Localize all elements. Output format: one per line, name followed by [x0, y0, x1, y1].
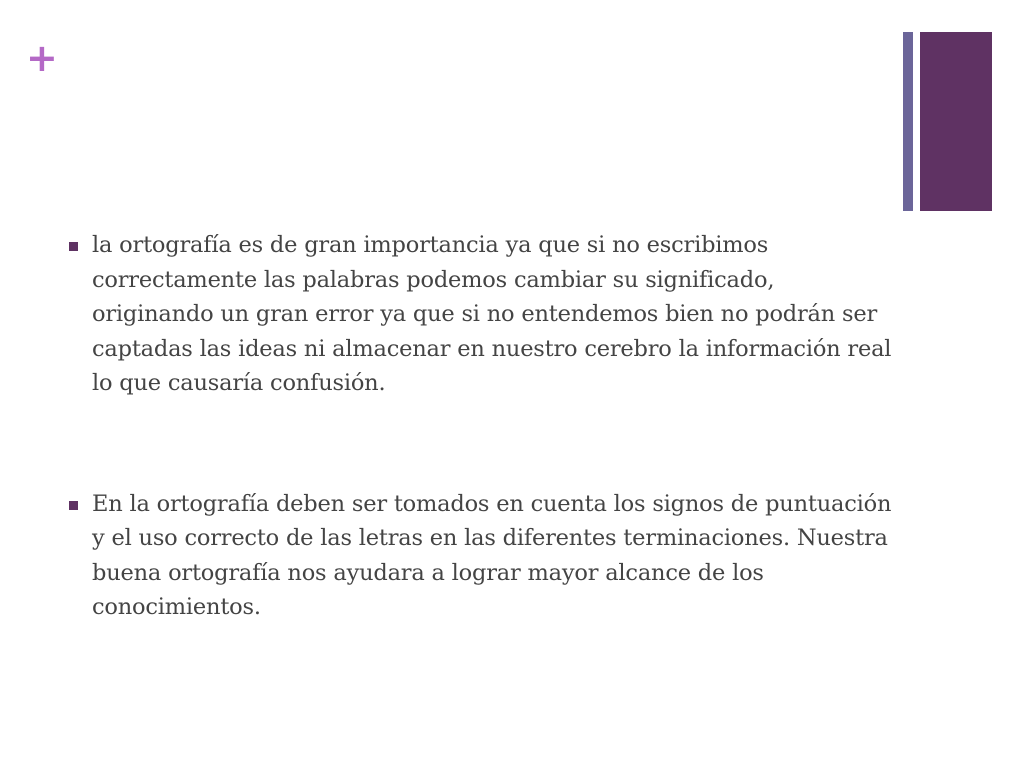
accent-bar-thick: [920, 32, 992, 211]
bullet-text: la ortografía es de gran importancia ya que si no escribimos correctamente las palabras podemos cambiar su significado, originando un gran error ya que si no entendemos bien no podrán ser captadas las ideas ni almacenar en nuestro cerebro la información real lo que causaría confusión.: [92, 232, 892, 396]
bullet-item: [66, 487, 896, 625]
square-bullet-icon: [69, 501, 78, 510]
accent-bar-thin: [903, 32, 913, 211]
square-bullet-icon: [69, 242, 78, 251]
plus-icon: +: [26, 36, 58, 80]
slide-content: [66, 228, 896, 625]
bullet-text: En la ortografía deben ser tomados en cuenta los signos de puntuación y el uso correcto de las letras en las diferentes terminaciones. Nuestra buena ortografía nos ayudara a lograr mayor alcance de los conocimientos.: [92, 490, 892, 620]
bullet-item: [66, 228, 896, 401]
